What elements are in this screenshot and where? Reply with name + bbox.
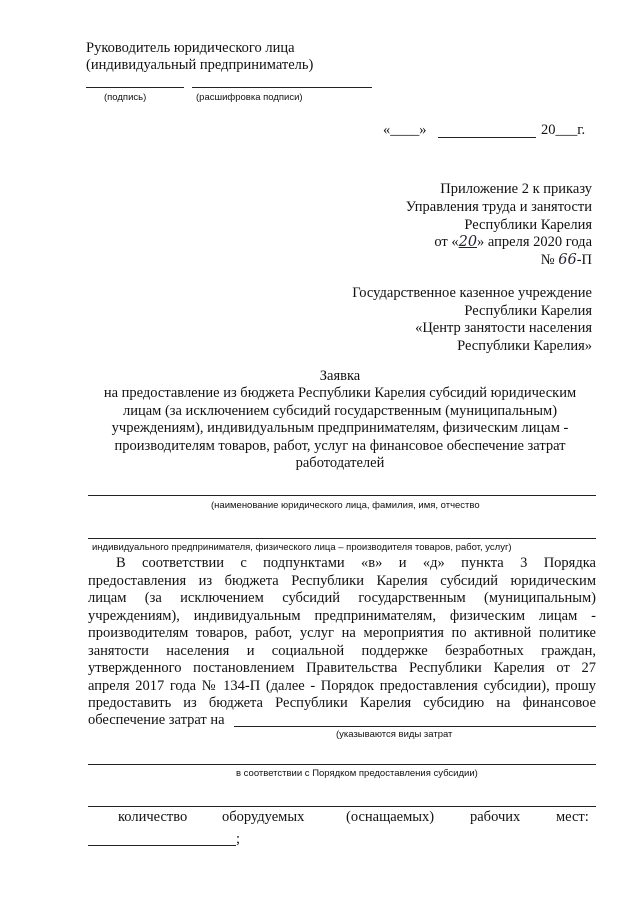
- expense-types-line2[interactable]: [88, 764, 596, 765]
- appendix-date-prefix: от «: [434, 234, 459, 250]
- body-line: предоставления из бюджета Республики Карелия субсидий юридическим: [88, 573, 596, 589]
- appendix-number: [541, 252, 592, 269]
- expense-order-caption: в соответствии с Порядком предоставления субсидии): [236, 768, 478, 779]
- date-day-field: «____»: [383, 122, 427, 138]
- title-line1: на предоставление из бюджета Республики Карелия субсидий юридическим: [103, 385, 577, 401]
- date-year-field: 20___г.: [541, 122, 586, 138]
- body-last-line: обеспечение затрат на: [88, 712, 225, 728]
- document-title: Заявка: [319, 368, 361, 384]
- body-line: учреждениям), индивидуальным предпринимателям, физическим лицам -: [88, 608, 596, 624]
- recipient-line4: Республики Карелия»: [457, 338, 592, 354]
- head-title-line1: Руководитель юридического лица: [86, 40, 295, 56]
- signature-decode-caption: (расшифровка подписи): [196, 92, 303, 103]
- appendix-line1: Приложение 2 к приказу: [440, 181, 592, 197]
- recipient-line3: «Центр занятости населения: [415, 320, 592, 336]
- workplaces-end: ;: [236, 831, 241, 847]
- body-line: В соответствии с подпунктами «в» и «д» пункта 3 Порядка: [116, 555, 596, 571]
- body-line: производителям товаров, работ, услуг на мероприятия по активной политике: [88, 625, 596, 641]
- expense-types-caption: (указываются виды затрат: [336, 729, 453, 740]
- recipient-line2: Республики Карелия: [464, 303, 592, 319]
- signature-line: [86, 87, 184, 88]
- title-line4: производителям товаров, работ, услуг на финансовое обеспечение затрат: [114, 438, 566, 454]
- appendix-date-handwritten: 20: [458, 234, 478, 250]
- workplaces-word: (оснащаемых): [346, 809, 435, 825]
- body-line: утвержденного постановлением Правительства Республики Карелия от 27: [88, 660, 596, 676]
- body-line: апреля 2017 года № 134-П (далее - Порядок предоставления субсидии), прошу: [88, 678, 596, 694]
- head-title-line2: (индивидуальный предприниматель): [86, 57, 314, 73]
- recipient-line1: Государственное казенное учреждение: [352, 285, 592, 301]
- applicant-name-line[interactable]: [88, 495, 596, 496]
- workplaces-count-line[interactable]: [88, 845, 236, 846]
- body-line: лицам (за исключением субсидий государственным (муниципальным): [88, 590, 596, 606]
- title-line3: учреждениям), индивидуальным предпринимателям, физическим лицам -: [111, 420, 569, 436]
- appendix-number-prefix: №: [540, 252, 559, 268]
- appendix-date: [434, 234, 592, 251]
- expense-types-line3[interactable]: [88, 806, 596, 807]
- title-line2: лицам (за исключением субсидий государственным (муниципальным): [122, 403, 558, 419]
- appendix-line2: Управления труда и занятости: [405, 199, 592, 215]
- expense-types-line[interactable]: [234, 726, 596, 727]
- workplaces-word: рабочих: [470, 809, 521, 825]
- workplaces-word: мест:: [556, 809, 589, 825]
- appendix-number-suffix: -П: [576, 252, 592, 268]
- body-line: занятости населения и социальной поддержке безработных граждан,: [88, 643, 596, 659]
- appendix-line3: Республики Карелия: [464, 217, 592, 233]
- signature-caption: (подпись): [104, 92, 147, 103]
- applicant-name-line2[interactable]: [88, 538, 596, 539]
- date-month-line: [438, 137, 536, 138]
- appendix-number-handwritten: 66: [558, 252, 577, 268]
- workplaces-word: количество: [118, 809, 188, 825]
- body-line: предоставить из бюджета Республики Карелия субсидию на финансовое: [88, 695, 596, 711]
- title-line5: работодателей: [295, 455, 385, 471]
- workplaces-word: оборудуемых: [222, 809, 305, 825]
- signature-decode-line: [192, 87, 372, 88]
- appendix-date-suffix: » апреля 2020 года: [477, 234, 592, 250]
- applicant-name-caption2: индивидуального предпринимателя, физического лица – производителя товаров, работ, услуг): [92, 542, 512, 553]
- applicant-name-caption: (наименование юридического лица, фамилия, имя, отчество: [211, 500, 480, 511]
